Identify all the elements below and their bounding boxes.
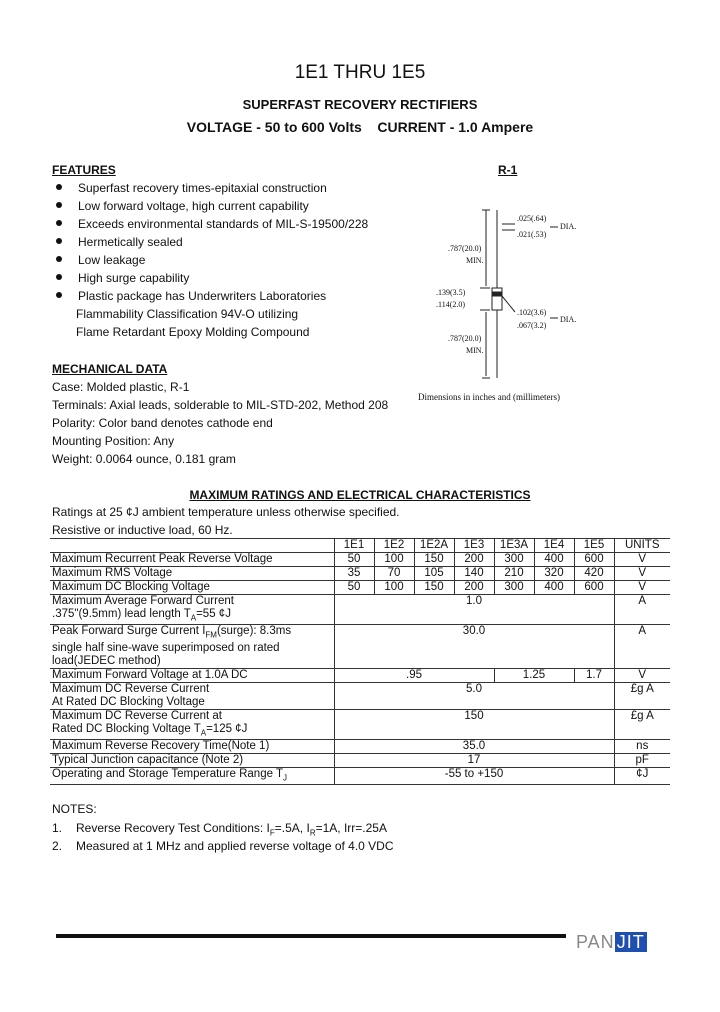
- ratings-table: [50, 538, 670, 785]
- table-row: [50, 668, 670, 682]
- merged-value-cell: 17: [334, 753, 614, 767]
- label-text: Operating and Storage Temperature Range T: [52, 767, 283, 780]
- table-cell: 140: [454, 567, 494, 581]
- table-row: [50, 709, 670, 739]
- param-label-line: [52, 608, 332, 624]
- table-row: [50, 595, 670, 625]
- table-cell: 300: [494, 581, 534, 595]
- body-dia-top-label: .102(3.6): [517, 308, 547, 317]
- brand-logo-part1: PAN: [576, 932, 615, 952]
- merged-value-cell: .95: [334, 668, 494, 682]
- table-row: [50, 625, 670, 668]
- table-cell: 600: [574, 553, 614, 567]
- param-label: [50, 625, 334, 668]
- note-text: Reverse Recovery Test Conditions: I: [76, 821, 270, 835]
- param-label: [50, 595, 334, 625]
- note-text: Measured at 1 MHz and applied reverse voltage of 4.0 VDC: [76, 839, 394, 853]
- merged-value-cell: 35.0: [334, 739, 614, 753]
- param-label: Maximum Forward Voltage at 1.0A DC: [50, 668, 334, 682]
- bullet-icon: [56, 274, 62, 280]
- column-header: 1E1: [334, 539, 374, 553]
- table-cell: 100: [374, 553, 414, 567]
- label-subscript: A: [200, 727, 207, 737]
- param-label: [50, 767, 334, 784]
- diode-body: [492, 288, 502, 310]
- body-dia-bottom-label: .067(3.2): [517, 321, 547, 330]
- param-label-line: single half sine-wave superimposed on rated: [52, 641, 280, 654]
- feature-continuation: Flammability Classification 94V-O utilizing: [76, 307, 299, 321]
- package-name: R-1: [498, 163, 518, 177]
- dimensions-caption: Dimensions in inches and (millimeters): [418, 392, 560, 402]
- table-cell: 1.7: [574, 668, 614, 682]
- merged-value-cell: 1.0: [334, 595, 614, 625]
- unit-cell: V: [614, 567, 670, 581]
- unit-cell: V: [614, 553, 670, 567]
- bullet-icon: [56, 256, 62, 262]
- page-title: 1E1 THRU 1E5: [294, 62, 426, 83]
- footer-rule: [56, 934, 566, 938]
- unit-cell: pF: [614, 753, 670, 767]
- mechanical-line: Case: Molded plastic, R-1: [52, 380, 190, 394]
- unit-cell: £g A: [614, 682, 670, 709]
- dia-label: DIA.: [560, 222, 577, 231]
- ratings-heading-text: MAXIMUM RATINGS AND ELECTRICAL CHARACTERISTICS: [189, 488, 531, 502]
- brand-logo-part2: JIT: [616, 932, 645, 952]
- param-label-line: Maximum DC Reverse Current at: [52, 709, 222, 722]
- mechanical-heading: MECHANICAL DATA: [52, 362, 168, 376]
- note-2: [52, 839, 394, 853]
- table-cell: 300: [494, 553, 534, 567]
- param-label: Maximum RMS Voltage: [50, 567, 334, 581]
- merged-value-cell: -55 to +150: [334, 767, 614, 784]
- column-header: 1E5: [574, 539, 614, 553]
- feature-continuation: Flame Retardant Epoxy Molding Compound: [76, 325, 310, 339]
- column-header: 1E2: [374, 539, 414, 553]
- feature-item: Low forward voltage, high current capability: [78, 199, 309, 213]
- label-text: Rated DC Blocking Voltage T: [52, 722, 201, 735]
- features-heading: FEATURES: [52, 163, 116, 177]
- bullet-icon: [56, 202, 62, 208]
- table-cell: 400: [534, 581, 574, 595]
- feature-item: High surge capability: [78, 271, 190, 285]
- unit-cell: V: [614, 581, 670, 595]
- unit-cell: ¢J: [614, 767, 670, 784]
- table-cell: 70: [374, 567, 414, 581]
- lead-length-bottom-label: .787(20.0): [448, 334, 482, 343]
- table-row: [50, 553, 670, 567]
- table-cell: 50: [334, 553, 374, 567]
- note-subscript: F: [269, 828, 275, 838]
- table-row: [50, 739, 670, 753]
- column-header: 1E2A: [414, 539, 454, 553]
- table-cell: 600: [574, 581, 614, 595]
- param-label: Typical Junction capacitance (Note 2): [50, 753, 334, 767]
- min-label: MIN.: [466, 346, 484, 355]
- table-cell: 200: [454, 553, 494, 567]
- feature-item: Exceeds environmental standards of MIL-S-19500/228: [78, 217, 369, 231]
- bullet-icon: [56, 238, 62, 244]
- bullet-icon: [56, 184, 62, 190]
- label-text: Peak Forward Surge Current I: [52, 625, 206, 638]
- table-cell: 210: [494, 567, 534, 581]
- label-subscript: A: [190, 613, 197, 623]
- table-cell: 150: [414, 553, 454, 567]
- param-label-line: Maximum DC Reverse Current: [52, 682, 210, 695]
- dia-label: DIA.: [560, 315, 577, 324]
- unit-cell: V: [614, 668, 670, 682]
- column-header: UNITS: [614, 539, 670, 553]
- column-header: 1E3A: [494, 539, 534, 553]
- param-label-line: [52, 723, 332, 739]
- label-text: =125 ¢J: [206, 722, 248, 735]
- voltage-current-line: VOLTAGE - 50 to 600 Volts CURRENT - 1.0 Ampere: [186, 119, 534, 135]
- feature-item: Plastic package has Underwriters Laboratories: [78, 289, 327, 303]
- param-label-line: Maximum Average Forward Current: [52, 595, 234, 607]
- table-header-row: [50, 539, 670, 553]
- label-subscript: FM: [205, 630, 217, 640]
- brand-logo: [576, 932, 647, 953]
- note-text: =.5A, I: [274, 821, 310, 835]
- table-cell: 50: [334, 581, 374, 595]
- ratings-heading: [0, 488, 720, 502]
- param-label-line: At Rated DC Blocking Voltage: [52, 695, 205, 708]
- note-number: 1.: [52, 821, 63, 835]
- ratings-note: Ratings at 25 ¢J ambient temperature unless otherwise specified.: [52, 505, 400, 519]
- body-length-bottom-label: .114(2.0): [436, 300, 466, 309]
- min-label: MIN.: [466, 256, 484, 265]
- merged-value-cell: 1.25: [494, 668, 574, 682]
- notes-heading: NOTES:: [52, 802, 97, 816]
- unit-cell: ns: [614, 739, 670, 753]
- table-row: [50, 567, 670, 581]
- param-label: Maximum Recurrent Peak Reverse Voltage: [50, 553, 334, 567]
- label-text: =55 ¢J: [196, 608, 231, 620]
- mechanical-line: Weight: 0.0064 ounce, 0.181 gram: [52, 452, 236, 466]
- lead-dia-bottom-label: .021(.53): [517, 230, 547, 239]
- bullet-icon: [56, 292, 62, 298]
- bullet-icon: [56, 220, 62, 226]
- body-length-top-label: .139(3.5): [436, 288, 466, 297]
- table-cell: 320: [534, 567, 574, 581]
- table-cell: 200: [454, 581, 494, 595]
- table-row: [50, 753, 670, 767]
- param-label-line: load(JEDEC method): [52, 654, 161, 667]
- unit-cell: A: [614, 625, 670, 668]
- param-label: Maximum DC Blocking Voltage: [50, 581, 334, 595]
- label-text: .375"(9.5mm) lead length T: [52, 608, 191, 620]
- label-text: (surge): 8.3ms: [216, 625, 292, 638]
- merged-value-cell: 150: [334, 709, 614, 739]
- param-label-line: [52, 625, 332, 641]
- table-cell: 150: [414, 581, 454, 595]
- feature-item: Low leakage: [78, 253, 146, 267]
- table-row: [50, 682, 670, 709]
- unit-cell: £g A: [614, 709, 670, 739]
- column-header: 1E4: [534, 539, 574, 553]
- label-subscript: J: [283, 773, 287, 783]
- table-row: [50, 581, 670, 595]
- mechanical-line: Mounting Position: Any: [52, 434, 175, 448]
- cathode-band: [492, 292, 502, 296]
- lead-dia-top-label: .025(.64): [517, 214, 547, 223]
- merged-value-cell: 5.0: [334, 682, 614, 709]
- feature-item: Superfast recovery times-epitaxial construction: [78, 181, 327, 195]
- mechanical-line: Polarity: Color band denotes cathode end: [52, 416, 273, 430]
- note-text: =1A, Irr=.25A: [315, 821, 387, 835]
- product-subtitle: SUPERFAST RECOVERY RECTIFIERS: [242, 97, 478, 112]
- merged-value-cell: 30.0: [334, 625, 614, 668]
- table-cell: 35: [334, 567, 374, 581]
- param-label: [50, 709, 334, 739]
- table-header-cell: [50, 539, 334, 553]
- package-outline-diagram: [400, 200, 620, 410]
- param-label: Maximum Reverse Recovery Time(Note 1): [50, 739, 334, 753]
- table-cell: 400: [534, 553, 574, 567]
- table-cell: 100: [374, 581, 414, 595]
- unit-cell: A: [614, 595, 670, 625]
- table-row: [50, 767, 670, 784]
- table-cell: 105: [414, 567, 454, 581]
- ratings-note: Resistive or inductive load, 60 Hz.: [52, 523, 233, 537]
- table-cell: 420: [574, 567, 614, 581]
- column-header: 1E3: [454, 539, 494, 553]
- lead-length-top-label: .787(20.0): [448, 244, 482, 253]
- feature-item: Hermetically sealed: [78, 235, 183, 249]
- note-number: 2.: [52, 839, 63, 853]
- note-subscript: R: [309, 828, 316, 838]
- note-1: [52, 821, 387, 837]
- param-label: [50, 682, 334, 709]
- mechanical-line: Terminals: Axial leads, solderable to MIL-STD-202, Method 208: [52, 398, 389, 412]
